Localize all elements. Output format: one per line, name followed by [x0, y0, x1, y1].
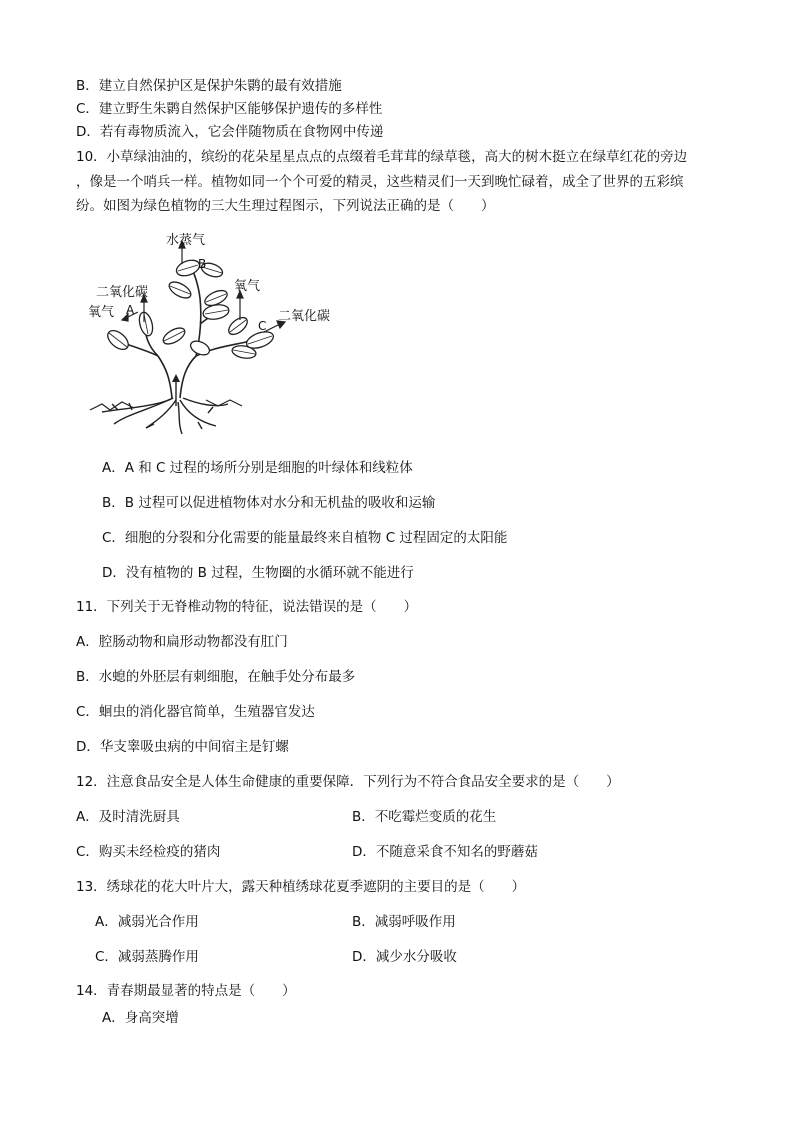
q12-option-d: D．不随意采食不知名的野蘑菇	[352, 844, 538, 860]
q10-option-b: B．B 过程可以促进植物体对水分和无机盐的吸收和运输	[102, 495, 436, 511]
label-co2-right: 二氧化碳	[278, 309, 331, 324]
q13-option-d: D．减少水分吸收	[352, 949, 457, 965]
q12-stem: 12．注意食品安全是人体生命健康的重要保障．下列行为不符合食品安全要求的是（ ）	[76, 774, 620, 790]
q13-stem: 13．绣球花的花大叶片大，露天种植绣球花夏季遮阴的主要目的是（ ）	[76, 879, 526, 895]
label-c: C	[258, 319, 267, 333]
q11-option-d: D．华支睾吸虫病的中间宿主是钉螺	[76, 739, 289, 755]
q14-stem: 14．青春期最显著的特点是（ ）	[76, 983, 296, 999]
q12-options-row-2	[0, 842, 793, 862]
q9-option-d: D．若有毒物质流入，它会伴随物质在食物网中传递	[76, 124, 384, 140]
q11-stem: 11．下列关于无脊椎动物的特征，说法错误的是（ ）	[76, 599, 418, 615]
q10-option-d: D．没有植物的 B 过程，生物圈的水循环就不能进行	[102, 565, 414, 581]
plant-process-figure	[88, 228, 348, 438]
label-o2-left: 氧气	[88, 305, 115, 320]
q13-options-row-1	[0, 912, 793, 932]
q13-options-row-2	[0, 947, 793, 967]
q12-option-c: C．购买未经检疫的猪肉	[76, 844, 221, 860]
label-water-vapor: 水蒸气	[166, 233, 206, 248]
q9-option-c: C．建立野生朱鹮自然保护区能够保护遗传的多样性	[76, 101, 383, 117]
q11-option-c: C．蛔虫的消化器官简单，生殖器官发达	[76, 704, 315, 720]
q9-option-b: B．建立自然保护区是保护朱鹮的最有效措施	[76, 78, 342, 94]
label-co2-left: 二氧化碳	[96, 285, 149, 300]
q11-option-a: A．腔肠动物和扁形动物都没有肛门	[76, 634, 288, 650]
q14-option-a: A．身高突增	[102, 1010, 179, 1026]
q10-stem-line-2: ，像是一个哨兵一样。植物如同一个个可爱的精灵，这些精灵们一天到晚忙碌着，成全了世界的五彩缤	[76, 174, 684, 190]
label-b: B	[198, 257, 207, 271]
q11-option-b: B．水螅的外胚层有刺细胞，在触手处分布最多	[76, 669, 356, 685]
q10-option-a: A．A 和 C 过程的场所分别是细胞的叶绿体和线粒体	[102, 460, 413, 476]
label-o2-right: 氧气	[234, 279, 261, 294]
q13-option-c: C．减弱蒸腾作用	[95, 949, 199, 965]
water-transport-arrow	[172, 374, 180, 406]
q12-options-row-1	[0, 807, 793, 827]
q10-option-c: C．细胞的分裂和分化需要的能量最终来自植物 C 过程固定的太阳能	[102, 530, 508, 546]
q13-option-a: A．减弱光合作用	[95, 914, 199, 930]
q10-stem-line-3: 纷。如图为绿色植物的三大生理过程图示，下列说法正确的是（ ）	[76, 198, 495, 214]
q13-option-b: B．减弱呼吸作用	[352, 914, 456, 930]
q12-option-b: B．不吃霉烂变质的花生	[352, 809, 497, 825]
q12-option-a: A．及时清洗厨具	[76, 809, 180, 825]
label-a: A	[126, 303, 135, 317]
q10-stem-line-1: 10．小草绿油油的，缤纷的花朵星星点点的点缀着毛茸茸的绿草毯，高大的树木挺立在绿草红花的旁边	[76, 149, 688, 165]
